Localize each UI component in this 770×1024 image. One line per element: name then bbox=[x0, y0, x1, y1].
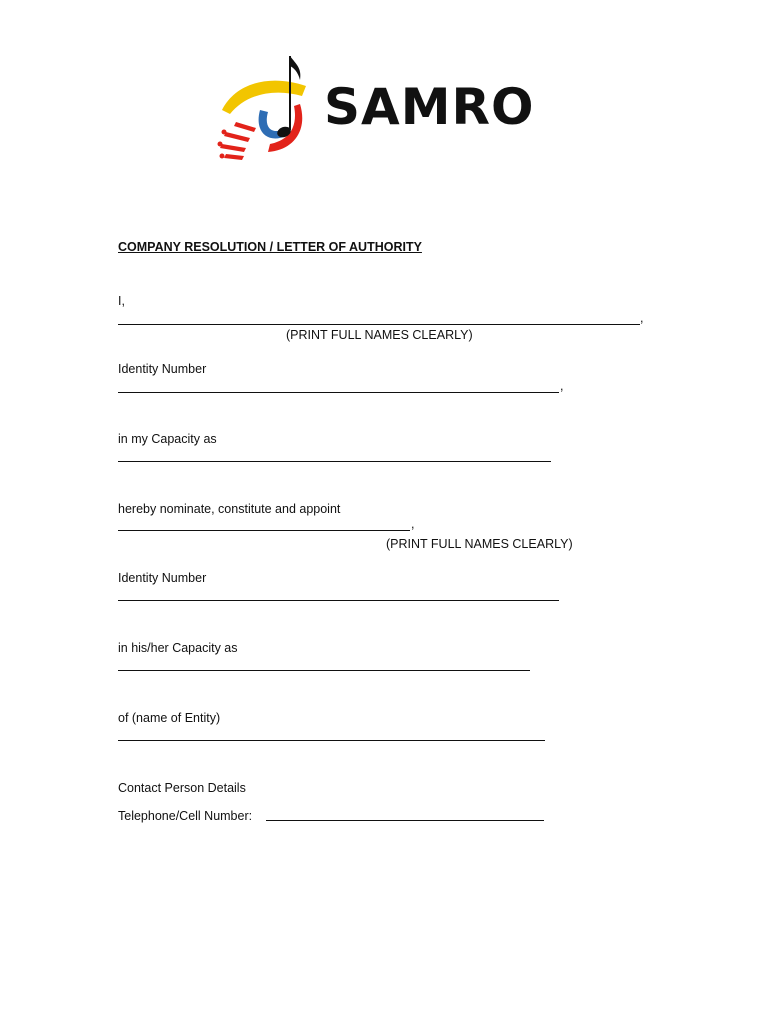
capacity-line-1[interactable] bbox=[118, 461, 551, 462]
identity-number-label-1: Identity Number bbox=[118, 362, 207, 376]
logo-wordmark: SAMRO bbox=[324, 78, 535, 136]
logo-red-dot bbox=[218, 142, 223, 147]
contact-person-label: Contact Person Details bbox=[118, 781, 246, 795]
identity-number-line-1[interactable] bbox=[118, 392, 559, 393]
identity-number-line-2[interactable] bbox=[118, 600, 559, 601]
comma: , bbox=[411, 517, 415, 531]
logo-red-stroke bbox=[234, 122, 256, 132]
logo-red-stroke bbox=[220, 144, 246, 152]
samro-logo-mark bbox=[216, 52, 326, 170]
full-names-line-2[interactable] bbox=[118, 530, 410, 531]
nominate-label: hereby nominate, constitute and appoint bbox=[118, 502, 341, 516]
entity-label: of (name of Entity) bbox=[118, 711, 221, 725]
comma: , bbox=[640, 311, 644, 325]
telephone-line[interactable] bbox=[266, 820, 544, 821]
identity-number-label-2: Identity Number bbox=[118, 571, 207, 585]
document-title: COMPANY RESOLUTION / LETTER OF AUTHORITY bbox=[118, 240, 422, 254]
capacity-label-1: in my Capacity as bbox=[118, 432, 217, 446]
logo-red-dot bbox=[220, 154, 225, 159]
i-label: I, bbox=[118, 294, 125, 308]
comma: , bbox=[560, 379, 564, 393]
logo-yellow-swoosh bbox=[222, 81, 306, 114]
logo-note-flag bbox=[290, 56, 300, 80]
samro-logo bbox=[216, 52, 536, 170]
entity-line[interactable] bbox=[118, 740, 545, 741]
capacity-line-2[interactable] bbox=[118, 670, 530, 671]
logo-red-stroke bbox=[224, 132, 250, 142]
logo-red-stroke bbox=[224, 154, 244, 160]
telephone-label: Telephone/Cell Number: bbox=[118, 809, 253, 823]
logo-red-dot bbox=[222, 130, 227, 135]
full-names-line-1[interactable] bbox=[118, 324, 640, 325]
print-full-names-note-1: (PRINT FULL NAMES CLEARLY) bbox=[286, 328, 473, 342]
capacity-label-2: in his/her Capacity as bbox=[118, 641, 238, 655]
print-full-names-note-2: (PRINT FULL NAMES CLEARLY) bbox=[386, 537, 573, 551]
